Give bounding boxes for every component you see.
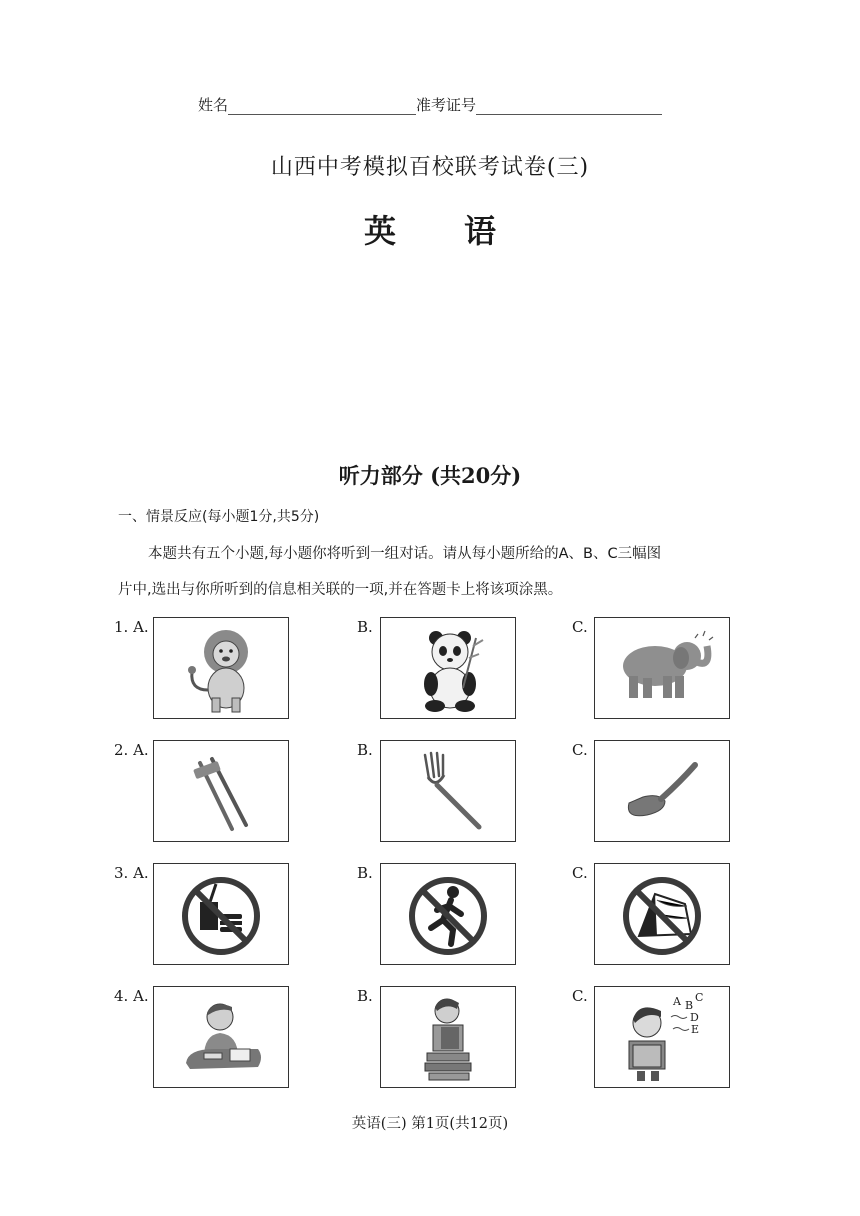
section-title: 听力部分 (共20分) [338,463,522,488]
q3-option-c[interactable] [594,863,730,965]
abc-letter-a: A [673,995,681,1008]
boy-writing-icon [154,987,288,1087]
q3-option-a[interactable] [153,863,289,965]
q2-b-label: B. [357,741,373,759]
candidate-info-line [198,94,662,115]
q4-option-c[interactable] [594,986,730,1088]
q2-a-label: 2. A. [114,741,149,759]
q2-option-a[interactable] [153,740,289,842]
q4-b-label: B. [357,987,373,1005]
q2-option-c[interactable] [594,740,730,842]
no-running-sign-icon [381,864,515,964]
q2-c-label: C. [572,741,588,759]
q1-option-a[interactable] [153,617,289,719]
q3-option-b[interactable] [380,863,516,965]
q3-b-label: B. [357,864,373,882]
q1-c-label: C. [572,618,588,636]
q1-a-label: 1. A. [114,618,149,636]
exam-title: 山西中考模拟百校联考试卷(三) [270,155,590,180]
instructions-line-1: 本题共有五个小题,每小题你将听到一组对话。请从每小题所给的A、B、C三幅图 [148,546,662,562]
instructions-line-2: 片中,选出与你所听到的信息相关联的一项,并在答题卡上将该项涂黑。 [118,582,563,598]
name-label: 姓名 [198,96,229,114]
boy-reading-abc-icon [595,987,729,1087]
q1-b-label: B. [357,618,373,636]
q3-c-label: C. [572,864,588,882]
page-footer: 英语(三) 第1页(共12页) [351,1116,509,1132]
lion-icon [154,618,288,718]
q4-option-a[interactable] [153,986,289,1088]
q3-a-label: 3. A. [114,864,149,882]
subject-title [0,206,860,252]
abc-letter-c: C [695,991,704,1004]
no-eating-sign-icon [154,864,288,964]
q4-option-b[interactable] [380,986,516,1088]
q4-a-label: 4. A. [114,987,149,1005]
subject-char-2: 语 [464,212,497,250]
abc-letter-e: E [691,1023,700,1036]
q4-c-label: C. [572,987,588,1005]
elephant-icon [595,618,729,718]
name-blank[interactable] [228,100,416,115]
spoon-icon [595,741,729,841]
fork-icon [381,741,515,841]
abc-letter-d: D [690,1011,699,1024]
subject-char-1: 英 [363,212,396,250]
exam-id-label: 准考证号 [416,96,477,114]
panda-icon [381,618,515,718]
abc-letter-b: B [685,999,694,1012]
no-camping-sign-icon [595,864,729,964]
q1-option-c[interactable] [594,617,730,719]
exam-id-blank[interactable] [476,100,662,115]
q2-option-b[interactable] [380,740,516,842]
boy-reading-books-icon [381,987,515,1087]
chopsticks-icon [154,741,288,841]
part-title: 一、情景反应(每小题1分,共5分) [118,509,320,525]
q1-option-b[interactable] [380,617,516,719]
